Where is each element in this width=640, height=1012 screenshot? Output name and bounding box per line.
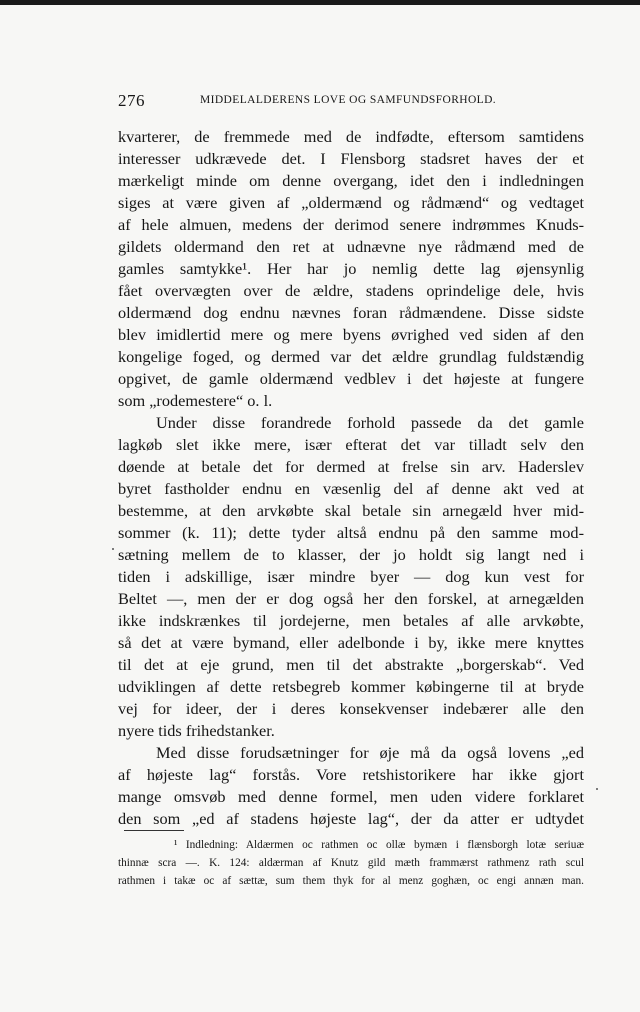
text-line: oldermænd dog endnu nævnes foran rådmændene. Disse sidste (118, 303, 584, 322)
text-line: mange omsvøb med denne formel, men uden videre forklaret (118, 787, 584, 806)
text-line: kvarterer, de fremmede med de indfødte, eftersom samtidens (118, 127, 584, 146)
footnote-line: rathmen i takæ oc af sættæ, sum them thyk for al menz goghæn, oc engi annæn man. (118, 875, 584, 887)
text-line: kongelige foged, og dermed var det ældre grundlag fuldstændig (118, 347, 584, 366)
footnote-line: thinnæ scra —. K. 124: aldærman af Knutz gild mæth frammærst rathmenz rath scul (118, 857, 584, 869)
text-line: udviklingen af dette retsbegreb kommer købingerne til at bryde (118, 677, 584, 696)
text-line: sætning mellem de to klasser, der jo holdt sig langt ned i (118, 545, 584, 564)
page-number: 276 (118, 91, 145, 110)
text-line: den som „ed af stadens højeste lag“, der da atter er udtydet (118, 809, 584, 828)
text-line: vej for ideer, der i deres konsekvenser indebærer alle den (118, 699, 584, 718)
text-line: gamles samtykke¹. Her har jo nemlig dette lag øjensynlig (118, 259, 584, 278)
paragraph-start-line: Med disse forudsætninger for øje må da også lovens „ed (156, 743, 584, 762)
text-line: interesser udkrævede det. I Flensborg stadsret haves der et (118, 149, 584, 168)
text-line: af højeste lag“ forstås. Vore retshistorikere har ikke gjort (118, 765, 584, 784)
text-line: Beltet —, men der er dog også her den forskel, at arnegælden (118, 589, 584, 608)
text-line: af hele almuen, medens der derimod senere indrømmes Knuds- (118, 215, 584, 234)
text-line: som „rodemestere“ o. l. (118, 391, 273, 410)
text-line: gildets oldermand den ret at udnævne nye rådmænd med de (118, 237, 584, 256)
running-title: MIDDELALDERENS LOVE OG SAMFUNDSFORHOLD. (200, 94, 497, 106)
text-line: sommer (k. 11); dette tyder altså endnu på den samme mod- (118, 523, 584, 542)
text-line: byret fastholder endnu en væsenlig del af denne akt ved at (118, 479, 584, 498)
text-line: så det at være bymand, eller adelbonde i by, ikke mere knyttes (118, 633, 584, 652)
text-line: fået overvægten over de ældre, stadens oprindelige dele, hvis (118, 281, 584, 300)
page-header (118, 91, 584, 111)
text-line: ikke indskrænkes til jordejerne, men betales af alle arvkøbte, (118, 611, 584, 630)
text-line: opgivet, de gamle oldermænd vedblev i det højeste at fungere (118, 369, 584, 388)
paper-speck (112, 548, 114, 550)
text-line: lagkøb slet ikke mere, især efterat det var tilladt selv den (118, 435, 584, 454)
text-line: mærkeligt minde om denne overgang, idet den i indledningen (118, 171, 584, 190)
footnote-line: ¹ Indledning: Aldærmen oc rathmen oc ollæ bymæn i flænsborgh lotæ seriuæ (174, 839, 584, 851)
footnotes (118, 836, 584, 890)
text-line: døende at betale det for dermed at frelse sin arv. Haderslev (118, 457, 584, 476)
text-line: tiden i adskillige, især mindre byer — dog kun vest for (118, 567, 584, 586)
text-line: siges at være given af „oldermænd og rådmænd“ og vedtaget (118, 193, 584, 212)
body-text (118, 126, 584, 830)
text-line: nyere tids frihedstanker. (118, 721, 275, 740)
paragraph-start-line: Under disse forandrede forhold passede da det gamle (156, 413, 584, 432)
paper-speck (596, 788, 598, 790)
top-edge-rule (0, 0, 640, 5)
footnote-divider (124, 830, 184, 831)
text-line: blev imidlertid mere og mere byens øvrighed ved siden af den (118, 325, 584, 344)
text-line: til det at eje grund, men til det abstrakte „borgerskab“. Ved (118, 655, 584, 674)
text-line: bestemme, at den arvkøbte skal betale sin arnegæld hver mid- (118, 501, 584, 520)
